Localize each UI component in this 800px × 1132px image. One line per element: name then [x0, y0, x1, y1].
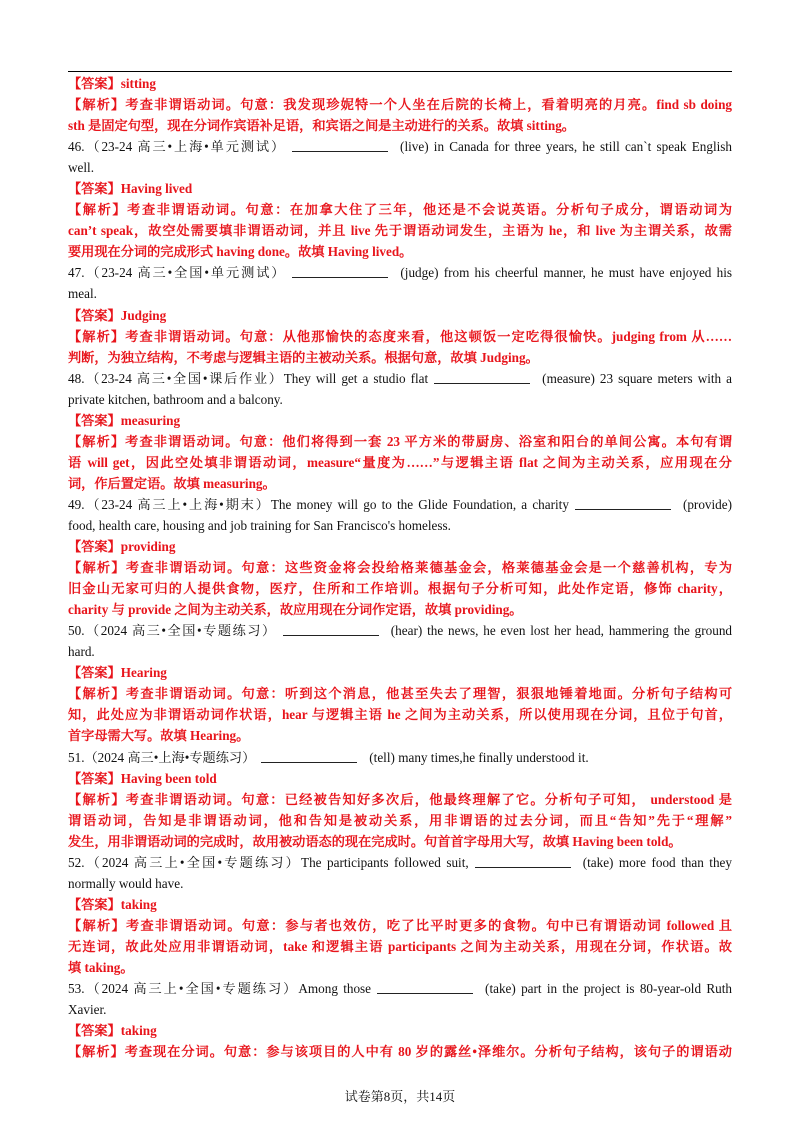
analysis-line: [68, 957, 732, 978]
analysis-line: [68, 473, 732, 494]
analysis-text: 判断，为独立结构，不考虑与逻辑主语的主被动关系。根据句意，故填 Judging。: [68, 349, 539, 365]
analysis-text: can’t speak，故空处需要填非谓语动词，并且 live 先于谓语动词发生，主语为 he，和 live 为主谓关系，故需: [68, 223, 732, 239]
question-source: （23-24 高三上•上海•期末）: [84, 496, 271, 512]
answer-tag: 【答案】: [68, 896, 121, 912]
analysis-text: 语 will get，因此空处填非谓语动词，measure“量度为……”与逻辑主语 flat 之间为主动关系，应用现在分: [68, 454, 732, 470]
verb-hint: (take): [485, 981, 516, 997]
answer-blank: [261, 761, 357, 763]
analysis-line: [68, 241, 732, 262]
analysis-text: 无连词，故此处应用非谓语动词，take 和逻辑主语 participants 之间为主动关系，用现在分词，作状语。故: [68, 938, 732, 954]
question-text: 23 square meters with a: [594, 370, 733, 386]
question-text: The money will go to the Glide Foundation, a charity: [270, 496, 569, 512]
answer-line: [68, 178, 732, 199]
question-line: food, health care, housing and job training for San Francisco's homeless.: [68, 517, 451, 533]
analysis-text: 考查非谓语动词。句意：参与者也效仿，吃了比平时更多的食物。句中已有谓语动词 followed 且: [125, 917, 732, 933]
question-line: [68, 852, 732, 873]
question-line: normally would have.: [68, 875, 184, 891]
question-text: the news, he even lost her head, hammering the ground: [422, 623, 733, 639]
question-line: [68, 368, 732, 389]
verb-hint: (measure): [542, 370, 595, 386]
analysis-line: [68, 789, 732, 810]
question-source: （2024 高三•全国•专题练习）: [84, 623, 277, 639]
answer-line: [68, 768, 732, 789]
question-number: 53.: [68, 981, 85, 997]
question-line: meal.: [68, 286, 97, 302]
question-line: [68, 747, 732, 768]
answer-tag: 【答案】: [68, 1023, 121, 1039]
analysis-line: [68, 347, 732, 368]
question-number: 51.: [68, 749, 85, 765]
answer-value: Having lived: [120, 181, 193, 197]
analysis-text: 要用现在分词的完成形式 having done。故填 Having lived。: [68, 244, 413, 260]
analysis-tag: 【解析】: [68, 328, 126, 344]
answer-line: [68, 662, 732, 683]
answer-tag: 【答案】: [68, 181, 121, 197]
answer-value: providing: [120, 539, 176, 555]
question-line: [68, 494, 732, 515]
analysis-text: 考查非谓语动词。句意：听到这个消息，他甚至失去了理智，狠狠地锤着地面。分析句子结构可: [125, 686, 733, 702]
analysis-line: [68, 452, 732, 473]
analysis-tag: 【解析】: [68, 202, 128, 218]
answer-value: measuring: [120, 412, 181, 428]
question-line: [68, 978, 732, 999]
analysis-text: 填 taking。: [68, 959, 134, 975]
question-number: 49.: [68, 496, 85, 512]
answer-blank: [283, 634, 379, 636]
question-source: （2024 高三•上海•专题练习）: [84, 749, 256, 765]
analysis-line: [68, 431, 732, 452]
analysis-text: 知，此处应为非谓语动词作状语，hear 与逻辑主语 he 之间为主动关系，所以使用现在分词，且位于句首，: [68, 707, 732, 723]
question-line: [68, 620, 732, 641]
question-text: They will get a studio flat: [283, 370, 429, 386]
analysis-line: [68, 199, 732, 220]
question-text: in Canada for three years, he still can`t speak English: [428, 139, 732, 155]
analysis-line: [68, 725, 732, 746]
answer-value: Having been told: [120, 770, 217, 786]
answer-tag: 【答案】: [68, 770, 121, 786]
verb-hint: (judge): [400, 265, 439, 281]
verb-hint: (provide): [682, 496, 733, 512]
answer-line: [68, 536, 732, 557]
analysis-tag: 【解析】: [68, 791, 126, 807]
verb-hint: (take): [582, 854, 614, 870]
question-number: 48.: [68, 370, 85, 386]
analysis-text: 考查非谓语动词。句意：他们将得到一套 23 平方米的带厨房、浴室和阳台的单间公寓。本句有谓: [125, 433, 733, 449]
analysis-text: 考查非谓语动词。句意：从他那愉快的态度来看，他这顿饭一定吃得很愉快。judging from 从……: [125, 328, 733, 344]
analysis-text: 发生，用非谓语动词的完成时，故用被动语态的现在完成时。句首首字母用大写，故填 Having been told。: [68, 833, 682, 849]
analysis-line: [68, 915, 732, 936]
analysis-line: [68, 810, 732, 831]
answer-line: [68, 894, 732, 915]
analysis-text: 考查非谓语动词。句意：已经被告知好多次后，他最终理解了它。分析句子可知， understood 是: [125, 791, 732, 807]
analysis-line: [68, 1041, 732, 1062]
analysis-text: 考查非谓语动词。句意：在加拿大住了三年，他还是不会说英语。分析句子成分，谓语动词为: [127, 202, 733, 218]
analysis-line: [68, 599, 732, 620]
question-source: （23-24 高三•全国•课后作业）: [84, 370, 284, 386]
question-source: （2024 高三上•全国•专题练习）: [84, 854, 302, 870]
analysis-text: 词，作后置定语。故填 measuring。: [68, 475, 276, 491]
analysis-line: [68, 557, 732, 578]
analysis-line: [68, 220, 732, 241]
analysis-text: charity 与 provide 之间为主动关系，故应用现在分词作定语，故填 providing。: [68, 602, 523, 618]
answer-value: Hearing: [120, 665, 167, 681]
analysis-tag: 【解析】: [68, 917, 126, 933]
analysis-line: [68, 683, 732, 704]
answer-blank: [377, 992, 473, 994]
question-line: hard.: [68, 644, 95, 660]
question-line: [68, 136, 732, 157]
answer-value: taking: [120, 896, 157, 912]
analysis-text: 旧金山无家可归的人提供食物，医疗，住所和工作培训。根据句子分析可知，此处作定语，修饰 charity，: [68, 581, 732, 597]
header-rule: [68, 71, 732, 72]
verb-hint: (tell): [369, 749, 395, 765]
question-text: The participants followed suit,: [301, 854, 469, 870]
answer-blank: [475, 866, 571, 868]
answer-blank: [575, 508, 671, 510]
analysis-line: 【解析】考查非谓语动词。句意：我发现珍妮特一个人坐在后院的长椅上，看着明亮的月亮。find sb doing: [68, 97, 732, 113]
exam-content: [68, 73, 732, 1062]
analysis-text: 首字母需大写。故填 Hearing。: [68, 728, 250, 744]
question-source: （23-24 高三•全国•单元测试）: [84, 265, 287, 281]
question-number: 50.: [68, 623, 85, 639]
question-line: private kitchen, bathroom and a balcony.: [68, 391, 283, 407]
analysis-text: 考查非谓语动词。句意：这些资金将会投给格莱德基金会，格莱德基金会是一个慈善机构，专为: [125, 560, 733, 576]
analysis-tag: 【解析】: [68, 686, 126, 702]
answer-tag: 【答案】: [68, 539, 121, 555]
answer-blank: [292, 150, 388, 152]
verb-hint: (hear): [390, 623, 423, 639]
answer-value: Judging: [120, 307, 167, 323]
answer-line: 【答案】sitting: [68, 76, 156, 91]
analysis-line: [68, 936, 732, 957]
question-line: well.: [68, 160, 95, 176]
answer-tag: 【答案】: [68, 412, 121, 428]
verb-hint: (live): [400, 139, 429, 155]
question-number: 46.: [68, 139, 85, 155]
question-source: （2024 高三上•全国•专题练习）: [84, 981, 299, 997]
analysis-line: [68, 326, 732, 347]
question-text: more food than they: [613, 854, 732, 870]
question-text: Among those: [298, 981, 372, 997]
question-text: part in the project is 80-year-old Ruth: [515, 981, 732, 997]
answer-line: [68, 1020, 732, 1041]
analysis-tag: 【解析】: [68, 433, 126, 449]
question-text: many times,he finally understood it.: [394, 749, 589, 765]
answer-blank: [434, 382, 530, 384]
analysis-line: sth 是固定句型，现在分词作宾语补足语，和宾语之间是主动进行的关系。故填 sitting。: [68, 118, 575, 134]
answer-tag: 【答案】: [68, 307, 121, 323]
analysis-text: 考查现在分词。句意：参与该项目的人中有 80 岁的露丝•泽维尔。分析句子结构，该句子的谓语动: [124, 1044, 732, 1060]
analysis-line: [68, 831, 732, 852]
answer-line: [68, 305, 732, 326]
answer-tag: 【答案】: [68, 665, 121, 681]
question-number: 47.: [68, 265, 85, 281]
question-text: from his cheerful manner, he must have enjoyed his: [438, 265, 732, 281]
question-number: 52.: [68, 854, 85, 870]
analysis-line: [68, 578, 732, 599]
answer-value: taking: [120, 1023, 157, 1039]
analysis-text: 谓语动词，告知是非谓语动词，他和告知是被动关系，用非谓语的过去分词，而且“告知”先于“理解”: [68, 812, 732, 828]
analysis-line: [68, 704, 732, 725]
analysis-tag: 【解析】: [68, 560, 126, 576]
answer-blank: [292, 276, 388, 278]
question-line: Xavier.: [68, 1002, 107, 1018]
answer-line: [68, 410, 732, 431]
question-line: [68, 262, 732, 283]
page-footer: 试卷第8页，共14页: [344, 1089, 456, 1104]
question-source: （23-24 高三•上海•单元测试）: [84, 139, 287, 155]
analysis-tag: 【解析】: [68, 1044, 125, 1060]
